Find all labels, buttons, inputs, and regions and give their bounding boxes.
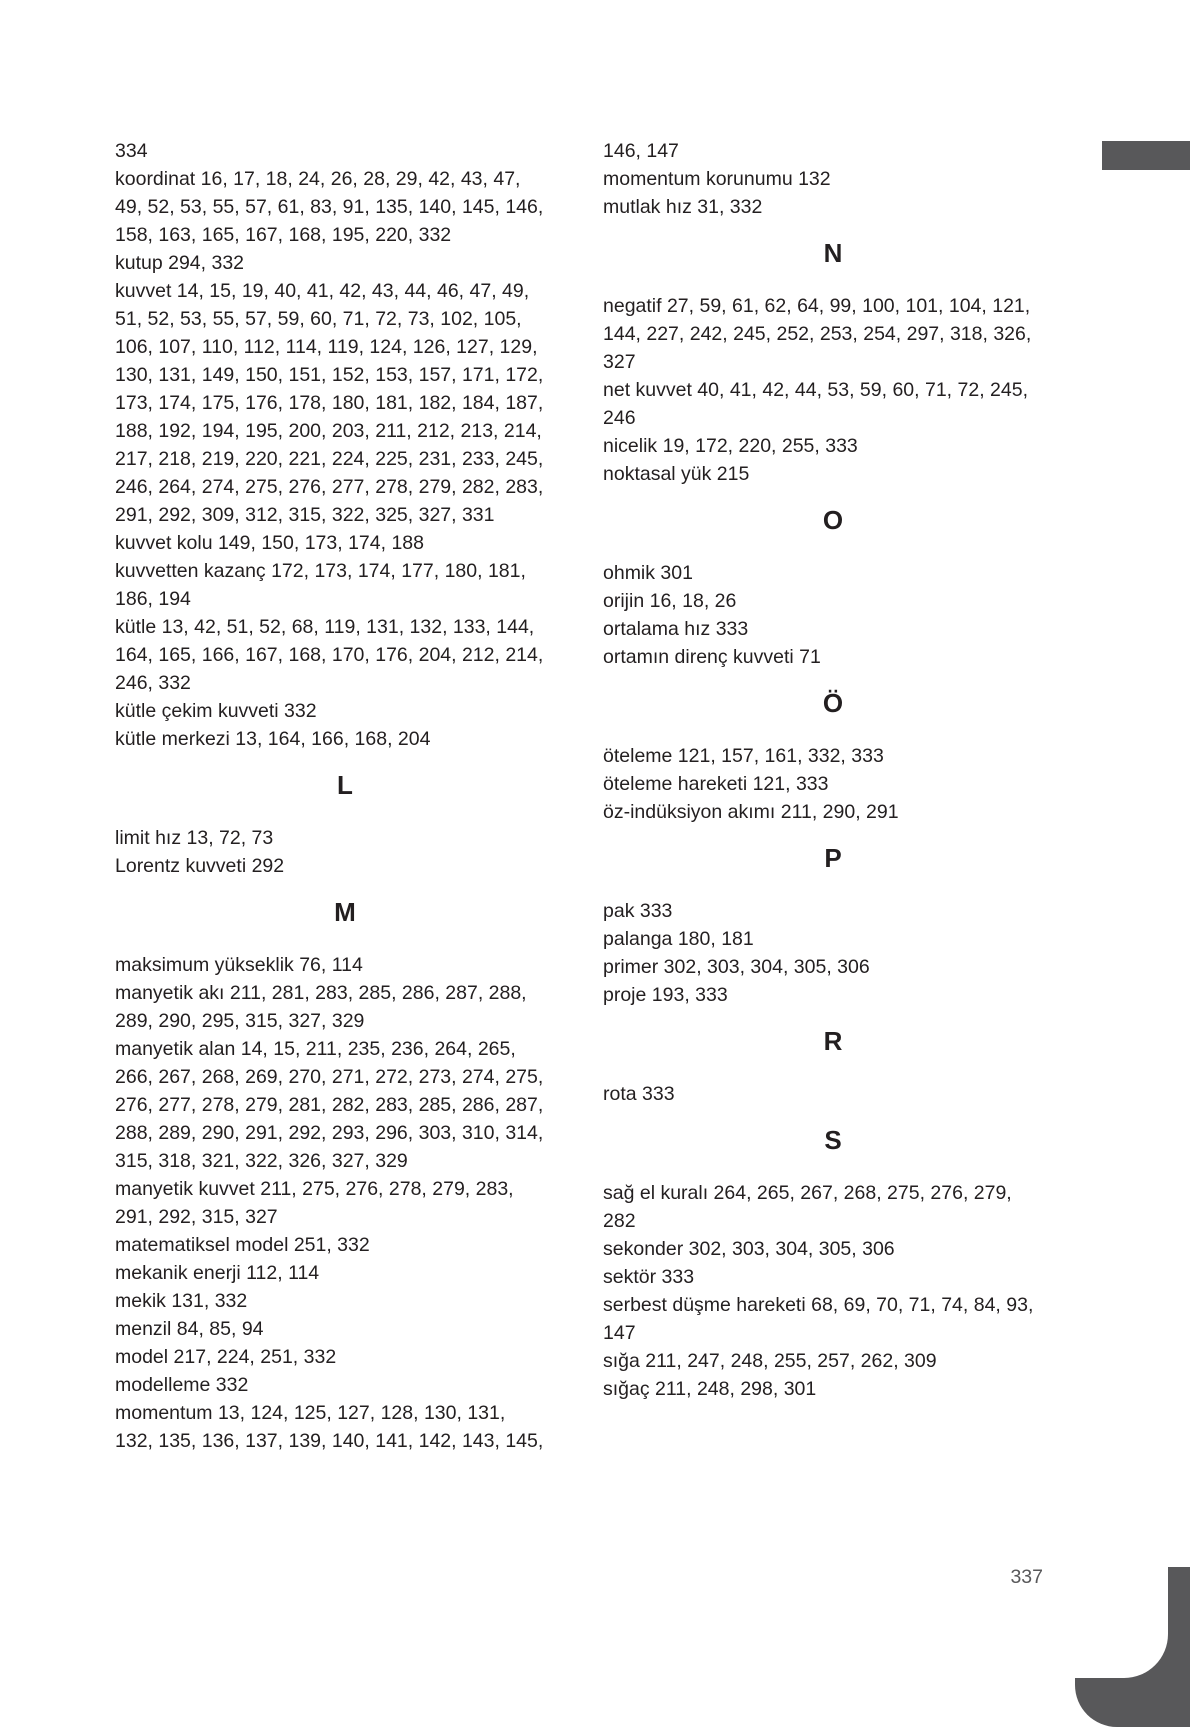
index-entry-line: limit hız 13, 72, 73 [115,827,274,849]
index-column-left [115,137,575,1455]
index-entry-line: 158, 163, 165, 167, 168, 195, 220, 332 [115,224,452,246]
index-entry-line: 315, 318, 321, 322, 326, 327, 329 [115,1150,408,1172]
index-entry-line: 146, 147 [603,140,679,162]
index-entry-line: Lorentz kuvveti 292 [115,855,285,877]
index-entry-line: 51, 52, 53, 55, 57, 59, 60, 71, 72, 73, 102, 105, [115,308,522,330]
index-entry-line: manyetik alan 14, 15, 211, 235, 236, 264, 265, [115,1038,516,1060]
index-entry-line: mekik 131, 332 [115,1290,248,1312]
index-entry-line: noktasal yük 215 [603,463,750,485]
index-entry-line: 246, 264, 274, 275, 276, 277, 278, 279, 282, 283, [115,476,544,498]
index-entry-line: 132, 135, 136, 137, 139, 140, 141, 142, 143, 145, [115,1430,544,1452]
index-entry-line: 130, 131, 149, 150, 151, 152, 153, 157, 171, 172, [115,364,544,386]
index-entry-line: koordinat 16, 17, 18, 24, 26, 28, 29, 42, 43, 47, [115,168,521,190]
index-letter-heading: S [824,1125,842,1155]
index-entry-line: 291, 292, 309, 312, 315, 322, 325, 327, 331 [115,504,495,526]
index-entry-line: sığa 211, 247, 248, 255, 257, 262, 309 [603,1350,937,1372]
index-entry-line: 147 [603,1322,636,1344]
index-entry-line: sağ el kuralı 264, 265, 267, 268, 275, 276, 279, [603,1182,1012,1204]
index-entry-line: öteleme hareketi 121, 333 [603,773,829,795]
index-entry-line: 327 [603,351,636,373]
index-entry-line: sığaç 211, 248, 298, 301 [603,1378,817,1400]
index-entry-line: momentum 13, 124, 125, 127, 128, 130, 131, [115,1402,506,1424]
index-entry-line: 282 [603,1210,636,1232]
index-entry-line: 334 [115,140,148,162]
index-entry-line: 144, 227, 242, 245, 252, 253, 254, 297, 318, 326, [603,323,1032,345]
index-entry-line: proje 193, 333 [603,984,728,1006]
index-letter-heading: P [824,843,842,873]
index-entry-line: manyetik akı 211, 281, 283, 285, 286, 287, 288, [115,982,527,1004]
index-entry-line: kutup 294, 332 [115,252,245,274]
index-letter-heading: M [334,897,356,927]
index-entry-line: negatif 27, 59, 61, 62, 64, 99, 100, 101, 104, 121, [603,295,1031,317]
page-number: 337 [1010,1566,1043,1588]
index-entry-line: model 217, 224, 251, 332 [115,1346,337,1368]
index-entry-line: kütle 13, 42, 51, 52, 68, 119, 131, 132, 133, 144, [115,616,535,638]
corner-tab-cutout [1075,1567,1168,1678]
index-entry-line: modelleme 332 [115,1374,249,1396]
index-entry-line: 291, 292, 315, 327 [115,1206,278,1228]
index-letter-heading: N [823,238,843,268]
index-entry-line: maksimum yükseklik 76, 114 [115,954,363,976]
index-entry-line: momentum korunumu 132 [603,168,831,190]
index-entry-line: net kuvvet 40, 41, 42, 44, 53, 59, 60, 71, 72, 245, [603,379,1028,401]
index-entry-line: 106, 107, 110, 112, 114, 119, 124, 126, 127, 129, [115,336,538,358]
index-entry-line: menzil 84, 85, 94 [115,1318,264,1340]
index-entry-line: öteleme 121, 157, 161, 332, 333 [603,745,884,767]
index-entry-line: 186, 194 [115,588,191,610]
index-entry-line: kütle merkezi 13, 164, 166, 168, 204 [115,728,431,750]
index-entry-line: pak 333 [603,900,673,922]
index-entry-line: 289, 290, 295, 315, 327, 329 [115,1010,365,1032]
index-entry-line: matematiksel model 251, 332 [115,1234,370,1256]
index-entry-line: primer 302, 303, 304, 305, 306 [603,956,870,978]
index-entry-line: ortalama hız 333 [603,618,749,640]
index-entry-line: 266, 267, 268, 269, 270, 271, 272, 273, 274, 275, [115,1066,544,1088]
index-column-right [603,137,1063,1403]
index-entry-line: rota 333 [603,1083,675,1105]
index-letter-heading: Ö [822,688,844,718]
index-entry-line: manyetik kuvvet 211, 275, 276, 278, 279, 283, [115,1178,514,1200]
index-entry-line: 188, 192, 194, 195, 200, 203, 211, 212, 213, 214, [115,420,542,442]
index-letter-heading: O [822,505,844,535]
index-entry-line: mutlak hız 31, 332 [603,196,763,218]
index-letter-heading: R [823,1026,843,1056]
index-entry-line: sekonder 302, 303, 304, 305, 306 [603,1238,895,1260]
index-entry-line: kütle çekim kuvveti 332 [115,700,317,722]
index-entry-line: 246 [603,407,636,429]
index-entry-line: 217, 218, 219, 220, 221, 224, 225, 231, 233, 245, [115,448,544,470]
index-entry-line: ortamın direnç kuvveti 71 [603,646,821,668]
index-entry-line: 164, 165, 166, 167, 168, 170, 176, 204, 212, 214, [115,644,544,666]
index-entry-line: nicelik 19, 172, 220, 255, 333 [603,435,858,457]
index-entry-line: kuvvet kolu 149, 150, 173, 174, 188 [115,532,424,554]
index-entry-line: kuvvetten kazanç 172, 173, 174, 177, 180, 181, [115,560,526,582]
index-letter-heading: L [337,770,353,800]
index-entry-line: sektör 333 [603,1266,695,1288]
index-entry-line: 49, 52, 53, 55, 57, 61, 83, 91, 135, 140, 145, 146, [115,196,544,218]
thumb-index-tab [1102,141,1190,170]
index-entry-line: mekanik enerji 112, 114 [115,1262,320,1284]
index-entry-line: serbest düşme hareketi 68, 69, 70, 71, 74, 84, 93, [603,1294,1034,1316]
index-entry-line: öz-indüksiyon akımı 211, 290, 291 [603,801,899,823]
index-entry-line: 288, 289, 290, 291, 292, 293, 296, 303, 310, 314, [115,1122,544,1144]
index-entry-line: kuvvet 14, 15, 19, 40, 41, 42, 43, 44, 46, 47, 49, [115,280,530,302]
index-entry-line: orijin 16, 18, 26 [603,590,737,612]
index-entry-line: palanga 180, 181 [603,928,754,950]
index-entry-line: 173, 174, 175, 176, 178, 180, 181, 182, 184, 187, [115,392,544,414]
index-entry-line: ohmik 301 [603,562,693,584]
index-entry-line: 246, 332 [115,672,191,694]
index-entry-line: 276, 277, 278, 279, 281, 282, 283, 285, 286, 287, [115,1094,544,1116]
